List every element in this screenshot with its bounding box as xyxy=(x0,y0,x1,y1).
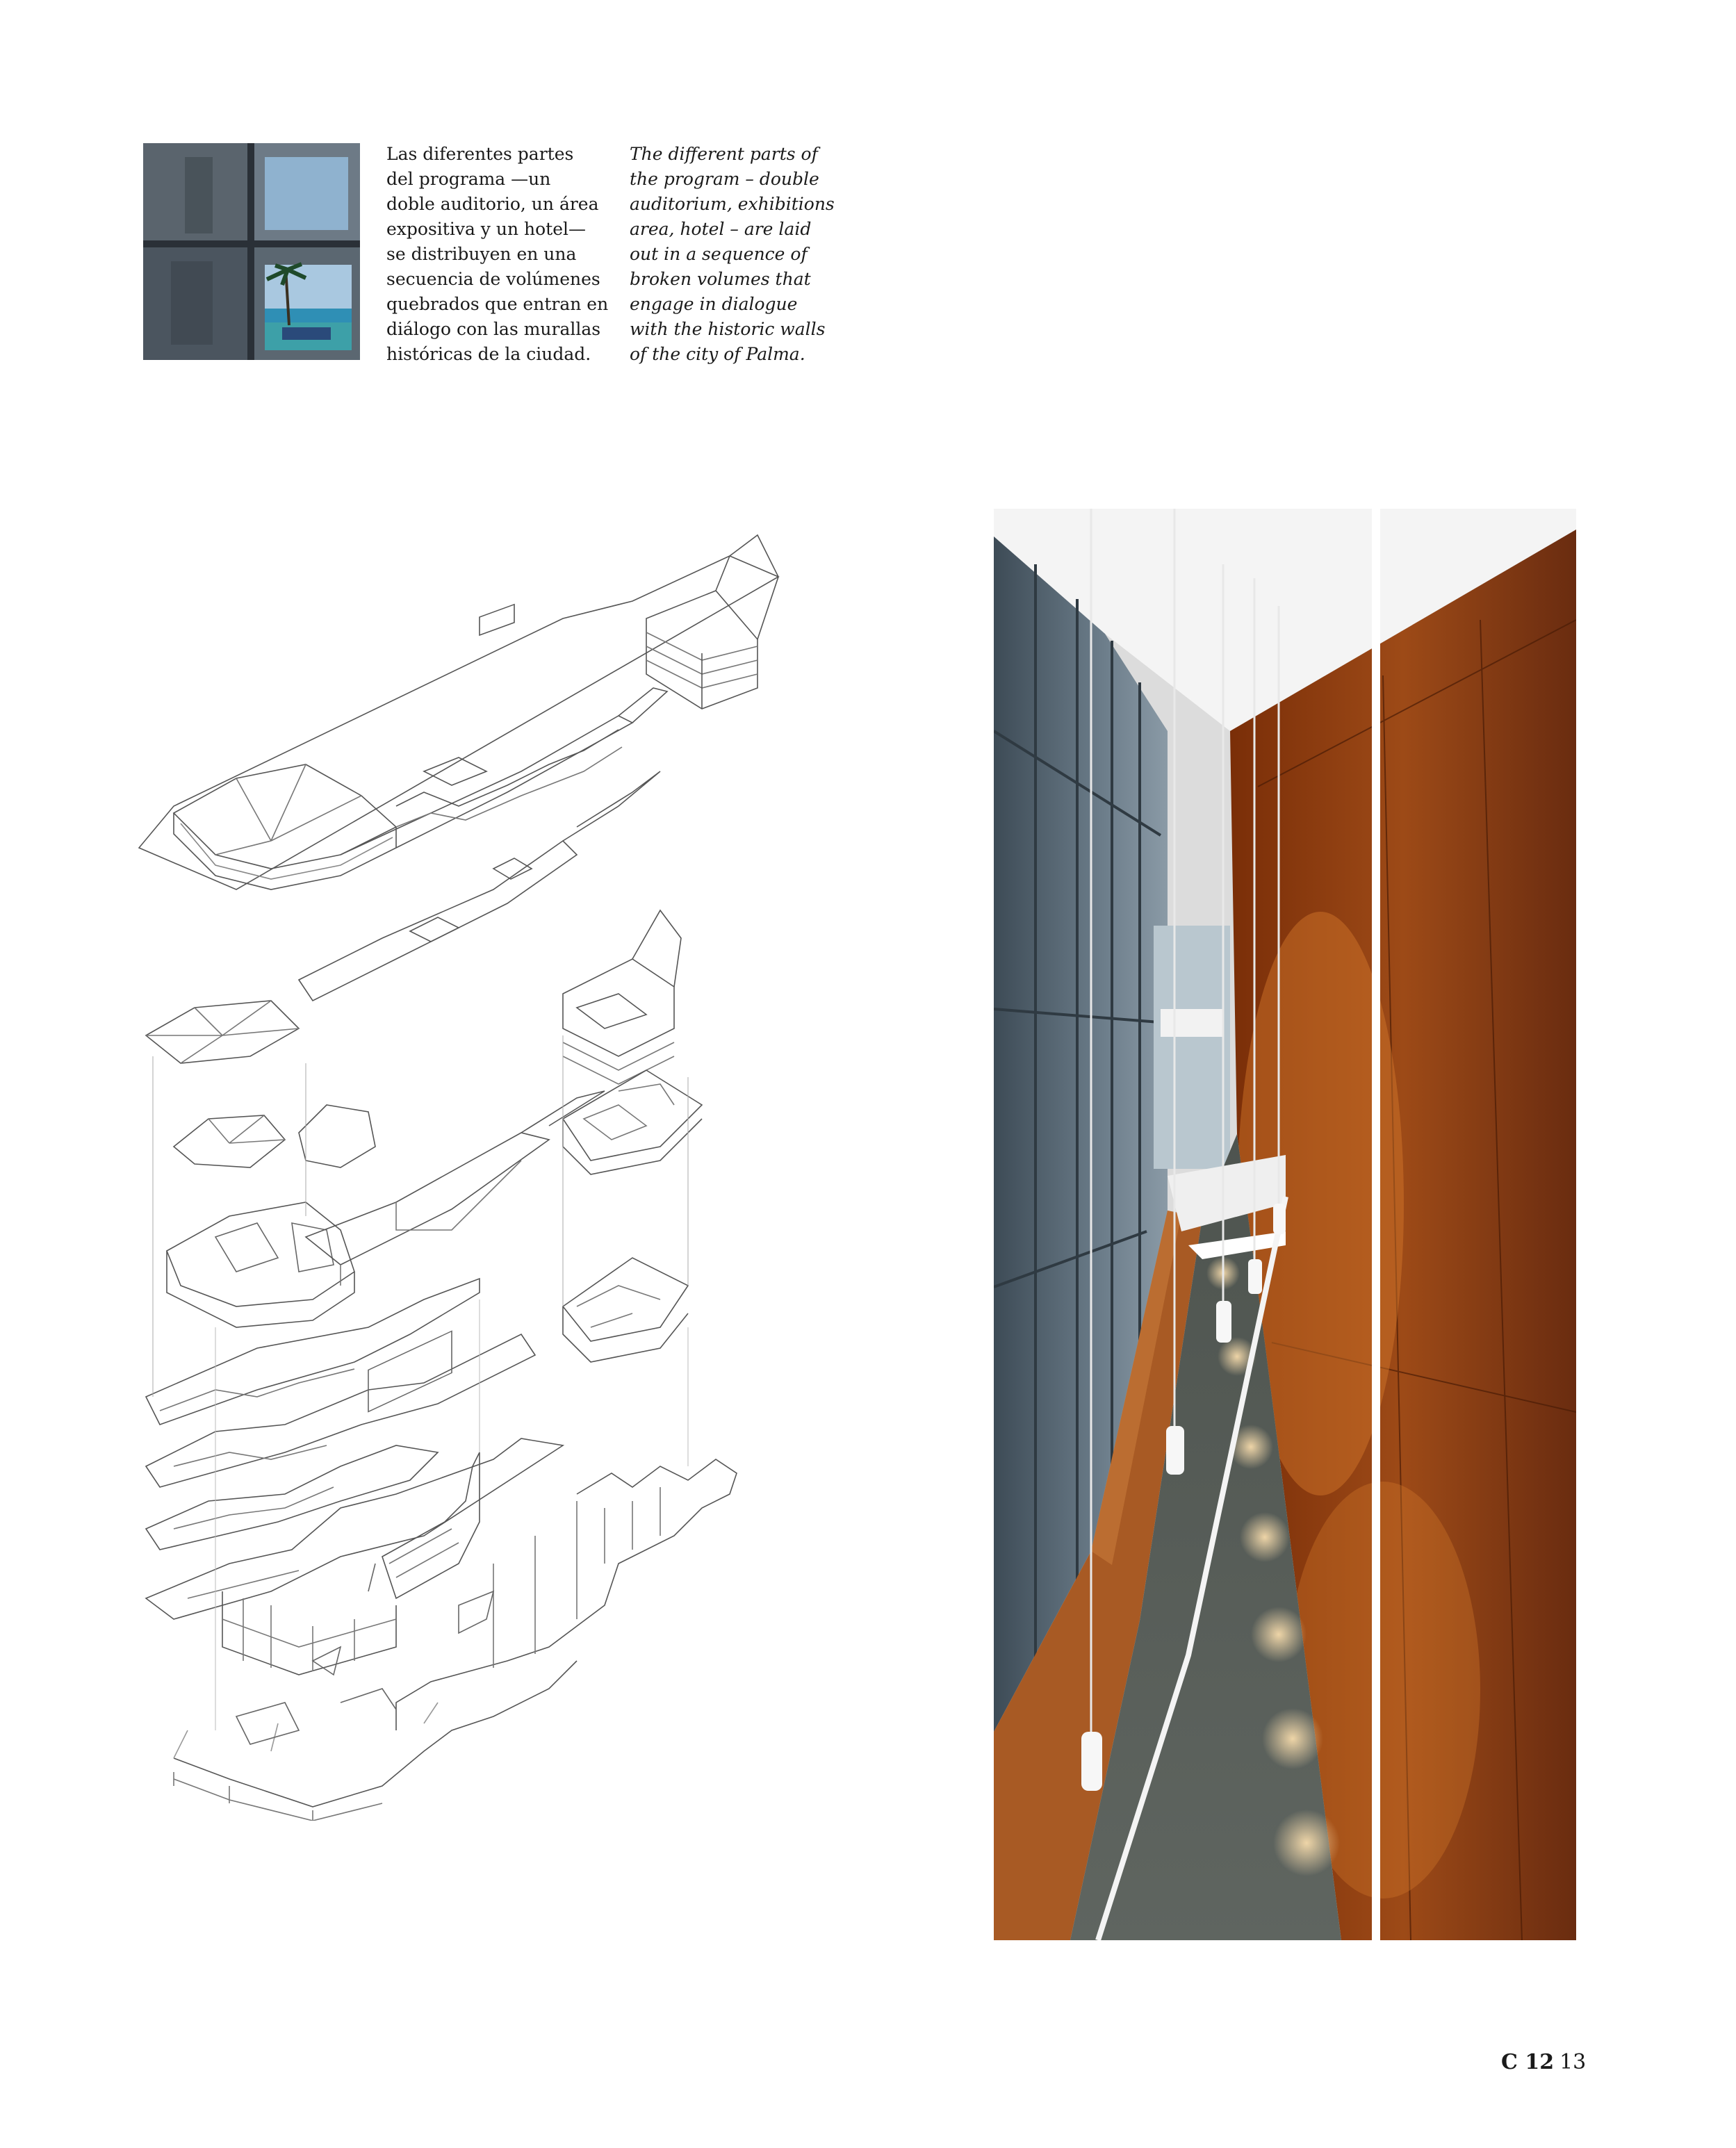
caption-line: expositiva y un hotel— xyxy=(386,219,586,239)
caption-line: engage in dialogue xyxy=(630,294,798,314)
caption-line: the program – double xyxy=(630,169,819,189)
caption-line: out in a sequence of xyxy=(630,244,808,264)
page-number: 13 xyxy=(1559,2050,1587,2074)
caption-line: auditorium, exhibitions xyxy=(630,194,835,214)
exploded-axonometric-drawing xyxy=(132,479,869,1821)
site-plate xyxy=(139,556,778,889)
assembled-exhibition xyxy=(341,716,632,855)
caption-line: The different parts of xyxy=(630,144,818,164)
atrium-interior-photo xyxy=(994,509,1576,1940)
ground-wall-west xyxy=(382,1452,480,1598)
caption-spanish xyxy=(386,142,608,367)
caption-line: diálogo con las murallas xyxy=(386,319,601,339)
caption-line: quebrados que entran en xyxy=(386,294,609,314)
axonometric-svg xyxy=(132,479,869,1821)
caption-english xyxy=(630,142,835,367)
caption-line: with the historic walls xyxy=(630,319,826,339)
caption-line: se distribuyen en una xyxy=(386,244,577,264)
atrium-photo-illustration xyxy=(994,509,1576,1940)
caption-line: Las diferentes partes xyxy=(386,144,574,164)
magazine-issue: C 12 xyxy=(1501,2050,1555,2074)
exploded-roof-small xyxy=(174,1115,285,1167)
ground-wall-main xyxy=(222,1591,396,1675)
page-folio xyxy=(1501,2050,1586,2074)
caption-line: doble auditorio, un área xyxy=(386,194,599,214)
floor-plate-4 xyxy=(146,1438,563,1619)
caption-line: históricas de la ciudad. xyxy=(386,344,591,364)
ground-wall-east xyxy=(396,1459,737,1730)
exploded-exhibition-slab xyxy=(306,1133,549,1265)
floor-plate-2 xyxy=(146,1334,535,1487)
exploded-roof-auditorium xyxy=(146,1001,299,1063)
floor-plate-3 xyxy=(146,1445,438,1550)
floor-plate-1 xyxy=(146,1279,480,1425)
caption-line: secuencia de volúmenes xyxy=(386,269,600,289)
interior-thumbnail-photo xyxy=(143,143,360,360)
caption-line: broken volumes that xyxy=(630,269,811,289)
caption-line: del programa —un xyxy=(386,169,551,189)
ground-wall-south xyxy=(174,1661,577,1807)
exploded-auditorium-volume xyxy=(167,1202,354,1306)
thumbnail-illustration xyxy=(143,143,360,360)
caption-line: of the city of Palma. xyxy=(630,344,805,364)
caption-line: area, hotel – are laid xyxy=(630,219,812,239)
exploded-hotel-top xyxy=(563,959,674,1056)
exploded-hotel-floor-2 xyxy=(563,1258,688,1341)
